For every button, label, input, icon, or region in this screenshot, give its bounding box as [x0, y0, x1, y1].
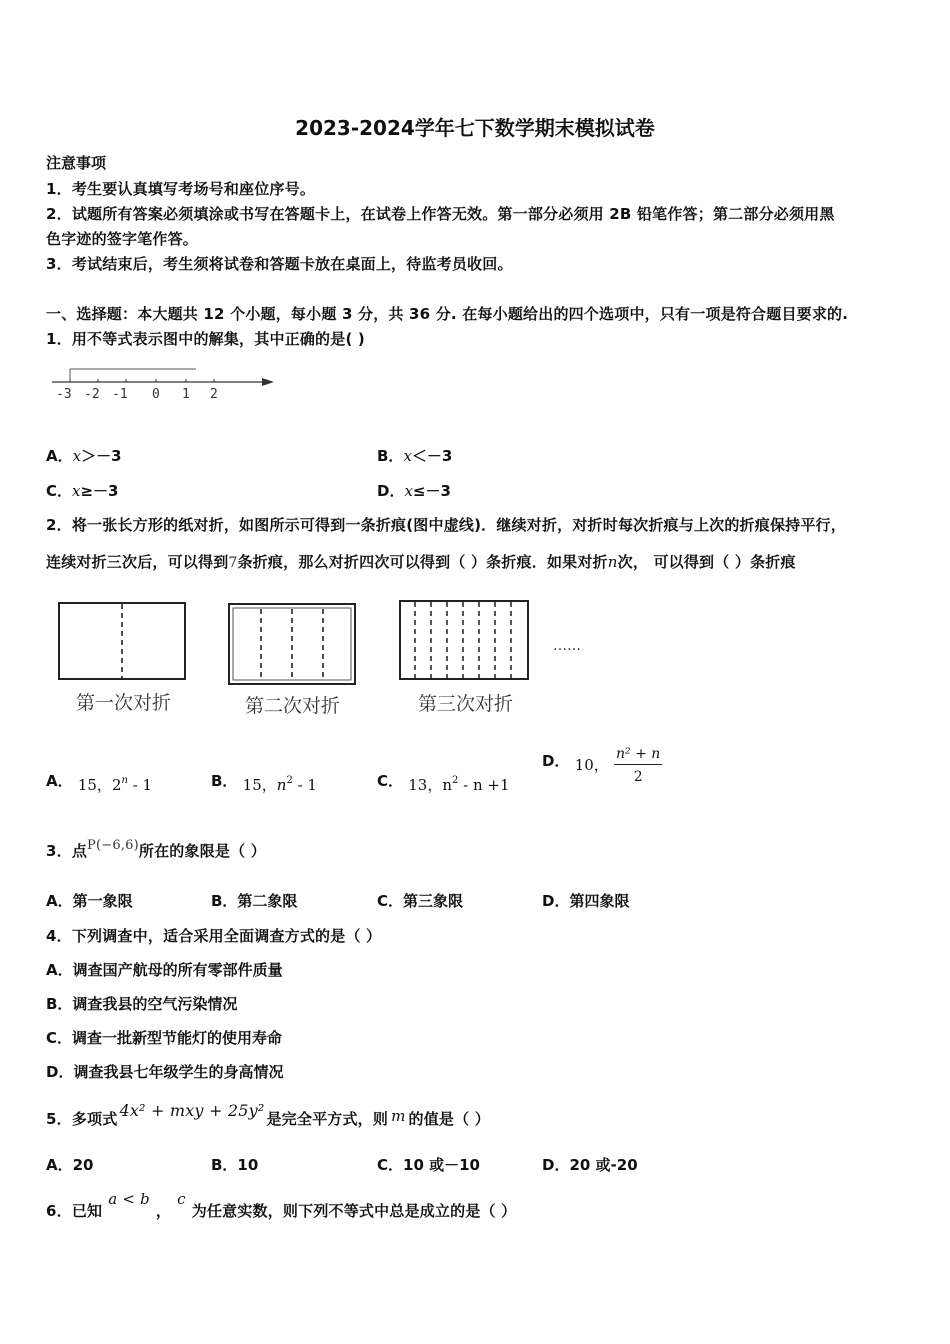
fold-label-2: 第二次对折 — [245, 695, 341, 717]
option-exponent: n — [121, 775, 128, 786]
q3-option-c[interactable]: C．第三象限 — [377, 892, 464, 910]
option-fraction — [614, 746, 662, 785]
tick-label: -3 — [56, 387, 72, 402]
q3-text: 所在的象限是（ ） — [138, 842, 266, 860]
notice-item: 1．考生要认真填写考场号和座位序号。 — [46, 180, 316, 198]
option-text — [243, 776, 317, 794]
tick-label: -2 — [84, 387, 100, 402]
option-base: 2 — [111, 776, 122, 794]
question-6-stem — [46, 1190, 517, 1221]
option-tail: - n +1 — [458, 776, 510, 794]
q3-text: 3．点 — [46, 842, 88, 860]
option-text: ＞－3 — [81, 447, 122, 465]
tick-label: 1 — [182, 387, 190, 402]
q3-option-a[interactable]: A．第一象限 — [46, 892, 133, 910]
q3-point: P(−6,6) — [87, 838, 139, 853]
q2-option-b[interactable] — [211, 770, 317, 794]
option-label: D． — [377, 482, 405, 500]
fold-label-1: 第一次对折 — [76, 692, 172, 714]
page-title: 2023-2024学年七下数学期末模拟试卷 — [295, 116, 655, 140]
notice-item: 3．考试结束后，考生须将试卷和答题卡放在桌面上，待监考员收回。 — [46, 255, 513, 273]
notice-heading: 注意事项 — [46, 154, 107, 172]
q2-text: 连续对折三次后，可以得到 — [46, 553, 229, 571]
question-2-line1: 2．将一张长方形的纸对折，如图所示可得到一条折痕(图中虚线)．继续对折，对折时每次折痕与上次的折痕保持平行， — [46, 516, 846, 534]
q2-number: 7 — [228, 555, 238, 571]
option-exponent: 2 — [452, 775, 459, 786]
option-var: x — [72, 447, 82, 465]
notice-item: 色字迹的签字笔作答。 — [46, 230, 199, 248]
q5-expression: 4x² + mxy + 25y² — [119, 1101, 265, 1120]
option-text: ≤－3 — [412, 482, 451, 500]
question-4-stem: 4．下列调查中，适合采用全面调查方式的是（ ） — [46, 927, 382, 945]
option-label: C． — [377, 772, 404, 790]
q6-text: 6．已知 — [46, 1202, 103, 1220]
option-value: 10， — [574, 756, 609, 774]
question-5-stem — [46, 1101, 490, 1129]
option-var: x — [403, 447, 412, 465]
q2-option-a[interactable] — [46, 770, 153, 794]
option-label: D． — [542, 752, 570, 770]
option-tail: - 1 — [292, 776, 317, 794]
option-text: ＜－3 — [411, 447, 453, 465]
q1-option-d[interactable] — [377, 480, 451, 501]
q1-option-c[interactable] — [46, 480, 119, 501]
q5-option-b[interactable]: B．10 — [211, 1156, 259, 1174]
question-1-stem: 1．用不等式表示图中的解集，其中正确的是( ) — [46, 330, 365, 348]
option-label: B． — [211, 772, 238, 790]
section-heading: 一、选择题：本大题共 12 个小题，每小题 3 分，共 36 分. 在每小题给出的四个选项中，只有一项是符合题目要求的. — [46, 305, 849, 323]
option-var: x — [404, 482, 413, 500]
option-tail: - 1 — [127, 776, 153, 794]
q5-option-d[interactable]: D．20 或-20 — [542, 1156, 638, 1174]
q3-option-d[interactable]: D．第四象限 — [542, 892, 630, 910]
q4-option-d[interactable]: D．调查我县七年级学生的身高情况 — [46, 1063, 284, 1081]
q2-var: n — [607, 553, 618, 571]
q3-option-b[interactable]: B．第二象限 — [211, 892, 298, 910]
q6-text: ， — [155, 1202, 172, 1220]
ellipsis: …… — [553, 638, 581, 654]
q1-option-b[interactable] — [377, 445, 452, 466]
option-exponent: 2 — [286, 775, 293, 786]
option-label: A． — [46, 447, 73, 465]
q2-text: 条折痕，那么对折四次可以得到（ ）条折痕．如果对折 — [237, 553, 608, 571]
option-value: 15， — [77, 776, 112, 794]
fold-figure-2 — [228, 603, 358, 685]
option-label: B． — [377, 447, 404, 465]
q4-option-c[interactable]: C．调查一批新型节能灯的使用寿命 — [46, 1029, 283, 1047]
fold-label-3: 第三次对折 — [418, 693, 514, 715]
number-line-figure — [46, 362, 282, 406]
tick-label: 2 — [210, 387, 218, 402]
q2-text: 次， 可以得到（ ）条折痕 — [617, 553, 796, 571]
tick-label: 0 — [152, 387, 160, 402]
option-text: ≥－3 — [80, 482, 119, 500]
option-text — [78, 776, 152, 794]
axis-arrow-icon — [262, 378, 274, 386]
option-label: C． — [46, 482, 73, 500]
fold-figure-1 — [58, 602, 188, 682]
option-base: n — [442, 776, 453, 794]
q2-option-d[interactable] — [542, 746, 662, 785]
option-base: n — [276, 776, 287, 794]
q1-option-a[interactable] — [46, 445, 122, 466]
q6-condition: a < b — [108, 1190, 150, 1208]
fraction-denominator: 2 — [633, 769, 643, 785]
q6-text: 为任意实数，则下列不等式中总是成立的是（ ） — [191, 1202, 517, 1220]
question-3-stem — [46, 840, 266, 861]
fold-figure-3 — [399, 600, 531, 682]
q4-option-a[interactable]: A．调查国产航母的所有零部件质量 — [46, 961, 283, 979]
option-label: A． — [46, 772, 73, 790]
tick-label: -1 — [112, 387, 128, 402]
q4-option-b[interactable]: B．调查我县的空气污染情况 — [46, 995, 238, 1013]
q5-text: 是完全平方式，则 — [266, 1110, 389, 1128]
q6-var: c — [177, 1190, 186, 1208]
option-text — [408, 776, 509, 794]
q2-option-c[interactable] — [377, 770, 510, 794]
q5-option-a[interactable]: A．20 — [46, 1156, 94, 1174]
q5-var: m — [391, 1107, 406, 1125]
q5-text: 5．多项式 — [46, 1110, 118, 1128]
paper-rect — [400, 601, 528, 679]
fraction-numerator: n² + n — [614, 746, 662, 765]
q5-option-c[interactable]: C．10 或－10 — [377, 1156, 480, 1174]
q5-text: 的值是（ ） — [408, 1110, 490, 1128]
notice-item: 2．试题所有答案必须填涂或书写在答题卡上，在试卷上作答无效。第一部分必须用 2B 铅笔作答；第二部分必须用黑 — [46, 205, 835, 223]
question-2-line2 — [46, 551, 796, 572]
option-value: 15， — [242, 776, 277, 794]
option-var: x — [72, 482, 81, 500]
option-value: 13， — [408, 776, 443, 794]
